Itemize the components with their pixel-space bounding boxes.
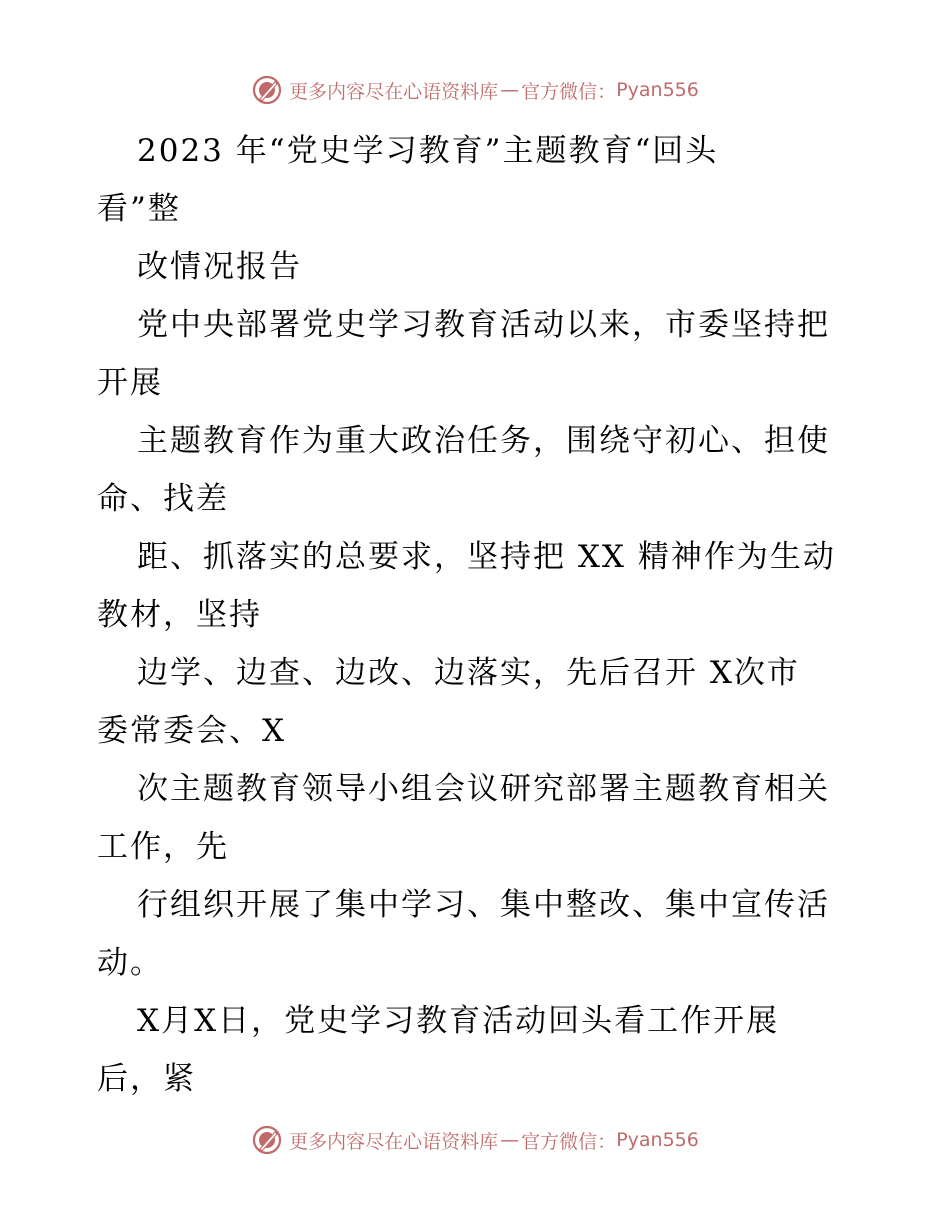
watermark-wechat-id: Pyan556	[616, 1129, 699, 1151]
watermark-separator: —	[500, 1129, 520, 1151]
watermark-wechat-label: 官方微信：	[521, 1130, 617, 1153]
text-line: 工作，先	[97, 829, 229, 865]
text-line: 距、抓落实的总要求，坚持把 XX 精神作为生动	[137, 539, 836, 575]
text-line: 教材，坚持	[97, 597, 262, 633]
header-watermark	[0, 70, 950, 110]
watermark-site-text: 更多内容尽在心语资料库	[289, 1130, 499, 1153]
watermark-wechat-label: 官方微信：	[521, 80, 617, 103]
text-line: 2023 年“党史学习教育”主题教育“回头	[137, 133, 719, 169]
text-line: 行组织开展了集中学习、集中整改、集中宣传活	[137, 887, 830, 923]
text-line: 党中央部署党史学习教育活动以来，市委坚持把	[137, 307, 830, 343]
text-line: X月X日，党史学习教育活动回头看工作开展	[137, 1003, 780, 1039]
watermark-wechat-id: Pyan556	[616, 79, 699, 101]
text-line: 次主题教育领导小组会议研究部署主题教育相关	[137, 771, 830, 807]
text-line: 主题教育作为重大政治任务，围绕守初心、担使	[137, 423, 830, 459]
text-line: 委常委会、X	[97, 713, 287, 749]
text-line: 边学、边查、边改、边落实，先后召开 X次市	[137, 655, 800, 691]
pen-logo-icon	[251, 1124, 283, 1156]
text-line: 开展	[97, 365, 163, 401]
footer-watermark	[0, 1120, 950, 1160]
text-line: 改情况报告	[137, 249, 302, 285]
pen-logo-icon	[251, 74, 283, 106]
text-line: 动。	[97, 945, 163, 981]
text-line: 命、找差	[97, 481, 229, 517]
text-line: 后，紧	[97, 1061, 196, 1097]
watermark-separator: —	[500, 79, 520, 101]
document-body	[97, 122, 857, 1108]
text-line: 看”整	[97, 191, 181, 227]
watermark-site-text: 更多内容尽在心语资料库	[289, 80, 499, 103]
